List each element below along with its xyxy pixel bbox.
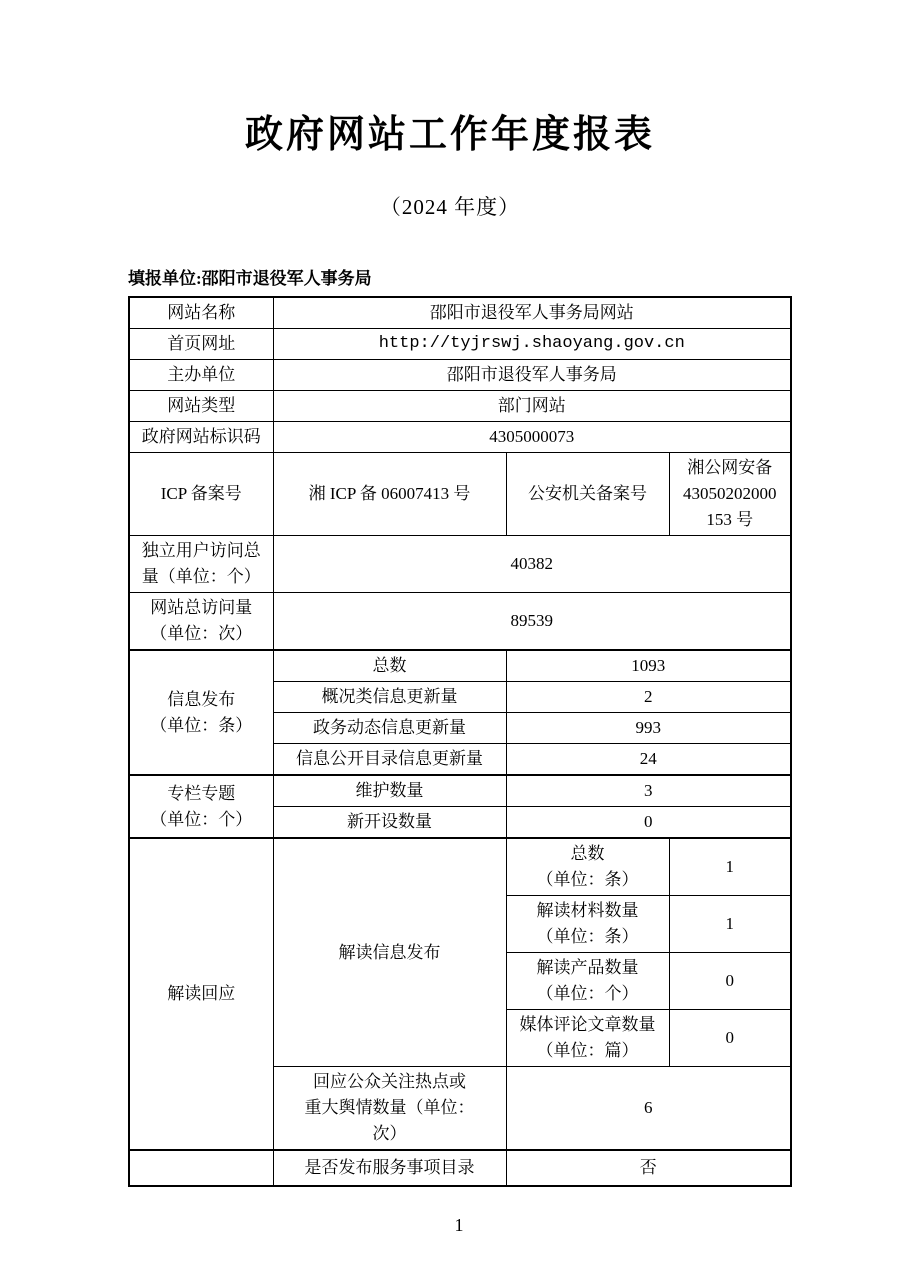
- interpretation-material-label: 解读材料数量 （单位：条）: [506, 896, 669, 953]
- special-topics-group-label: 专栏专题 （单位：个）: [129, 775, 273, 838]
- table-row: [129, 775, 791, 807]
- overview-update-label: 概况类信息更新量: [273, 682, 506, 713]
- police-record-line: 43050202000: [683, 484, 777, 503]
- police-record-line: 153 号: [706, 510, 754, 529]
- site-name-label: 网站名称: [129, 297, 273, 329]
- total-visits-value: 89539: [273, 593, 791, 651]
- interpretation-total-value: 1: [669, 838, 791, 896]
- site-type-value: 部门网站: [273, 391, 791, 422]
- interpretation-total-label: 总数 （单位：条）: [506, 838, 669, 896]
- site-type-label: 网站类型: [129, 391, 273, 422]
- service-directory-value: 否: [506, 1150, 791, 1186]
- hotspot-response-value: 6: [506, 1067, 791, 1151]
- open-directory-update-value: 24: [506, 744, 791, 776]
- info-publish-group-label: 信息发布 （单位：条）: [129, 650, 273, 775]
- hotspot-response-label: 回应公众关注热点或 重大舆情数量（单位： 次）: [273, 1067, 506, 1151]
- interpretation-product-value: 0: [669, 953, 791, 1010]
- table-row: [129, 593, 791, 651]
- new-count-value: 0: [506, 807, 791, 839]
- page-subtitle: （2024 年度）: [379, 195, 521, 219]
- info-total-value: 1093: [506, 650, 791, 682]
- interpretation-product-label: 解读产品数量 （单位：个）: [506, 953, 669, 1010]
- homepage-url-label: 首页网址: [129, 329, 273, 360]
- gov-news-update-label: 政务动态信息更新量: [273, 713, 506, 744]
- table-row: [129, 422, 791, 453]
- police-record-value: [669, 453, 791, 536]
- table-row: [129, 360, 791, 391]
- media-commentary-value: 0: [669, 1010, 791, 1067]
- organizer-value: 邵阳市退役军人事务局: [273, 360, 791, 391]
- table-row: [129, 329, 791, 360]
- police-record-label: 公安机关备案号: [506, 453, 669, 536]
- reporting-unit: 填报单位:邵阳市退役军人事务局: [128, 269, 372, 288]
- unique-visitors-value: 40382: [273, 536, 791, 593]
- table-row: [129, 297, 791, 329]
- maintained-count-value: 3: [506, 775, 791, 807]
- new-count-label: 新开设数量: [273, 807, 506, 839]
- interpretation-group-label: 解读回应: [129, 838, 273, 1150]
- table-row: [129, 1150, 791, 1186]
- table-row: [129, 838, 791, 896]
- organizer-label: 主办单位: [129, 360, 273, 391]
- unique-visitors-label: 独立用户访问总 量（单位：个）: [129, 536, 273, 593]
- page-title: 政府网站工作年度报表: [244, 114, 655, 156]
- total-visits-label: 网站总访问量 （单位：次）: [129, 593, 273, 651]
- info-total-label: 总数: [273, 650, 506, 682]
- table-row: [129, 391, 791, 422]
- icp-value: 湘 ICP 备 06007413 号: [273, 453, 506, 536]
- gov-news-update-value: 993: [506, 713, 791, 744]
- interpretation-material-value: 1: [669, 896, 791, 953]
- overview-update-value: 2: [506, 682, 791, 713]
- table-row: [129, 650, 791, 682]
- site-id-code-label: 政府网站标识码: [129, 422, 273, 453]
- maintained-count-label: 维护数量: [273, 775, 506, 807]
- icp-label: ICP 备案号: [129, 453, 273, 536]
- police-record-line: 湘公网安备: [687, 458, 773, 477]
- open-directory-update-label: 信息公开目录信息更新量: [273, 744, 506, 776]
- service-directory-label: 是否发布服务事项目录: [273, 1150, 506, 1186]
- media-commentary-label: 媒体评论文章数量 （单位：篇）: [506, 1010, 669, 1067]
- site-id-code-value: 4305000073: [273, 422, 791, 453]
- page-number: 1: [454, 1215, 464, 1235]
- annual-report-table: [128, 296, 792, 1187]
- interpretation-publish-label: 解读信息发布: [273, 838, 506, 1067]
- table-row: [129, 453, 791, 536]
- empty-cell: [129, 1150, 273, 1186]
- site-name-value: 邵阳市退役军人事务局网站: [273, 297, 791, 329]
- table-row: [129, 536, 791, 593]
- homepage-url-value: http://tyjrswj.shaoyang.gov.cn: [273, 329, 791, 360]
